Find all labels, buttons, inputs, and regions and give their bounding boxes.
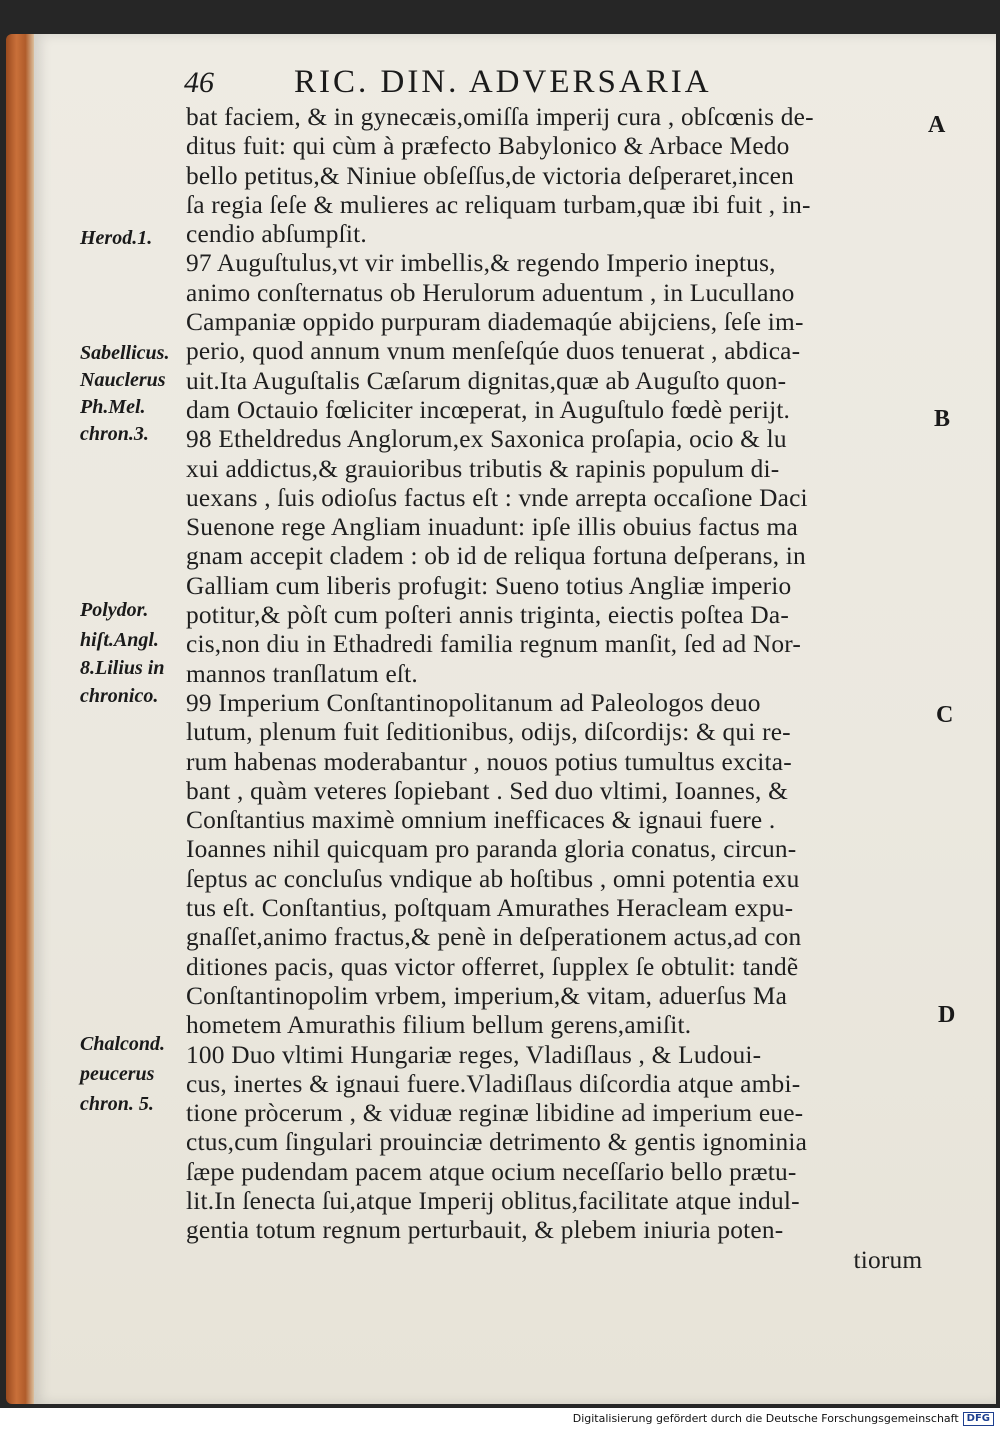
margin-note: hiſt.Angl.: [80, 629, 159, 651]
text-line: ſæpe pudendam pacem atque ocium neceſſario bello prætu-: [186, 1156, 797, 1186]
margin-note: Nauclerus: [80, 369, 166, 391]
dfg-logo: DFG: [963, 1412, 994, 1426]
text-line: cis,non diu in Ethadredi familia regnum manſit, ſed ad Nor-: [186, 629, 802, 659]
body-text: [186, 102, 926, 1274]
book-page: [34, 34, 996, 1404]
text-line: gentia totum regnum perturbauit, & plebem iniuria poten-: [186, 1215, 784, 1245]
text-line: rum habenas moderabantur , nouos potius tumultus excita-: [186, 746, 792, 776]
text-line: Suenone rege Angliam inuadunt: ipſe illis obuius factus ma: [186, 512, 798, 542]
text-line: 97 Auguſtulus,vt vir imbellis,& regendo Imperio ineptus,: [186, 248, 776, 278]
text-line: 100 Duo vltimi Hungariæ reges, Vladiſlaus , & Ludoui-: [186, 1039, 762, 1069]
text-line: Campaniæ oppido purpuram diademaqúe abijciens, ſeſe im-: [186, 307, 804, 337]
text-line: mannos tranſlatum eſt.: [186, 658, 418, 688]
text-line: 98 Etheldredus Anglorum,ex Saxonica proſapia, ocio & lu: [186, 424, 787, 454]
page-number: 46: [184, 66, 214, 99]
text-line: tione pròcerum , & viduæ reginæ libidine ad imperium eue-: [186, 1098, 804, 1128]
text-line: ctus,cum ſingulari prouinciæ detrimento & gentis ignominia: [186, 1127, 808, 1157]
margin-note: Chalcond.: [80, 1033, 166, 1055]
funding-credit: Digitalisierung gefördert durch die Deutsche Forschungsgemeinschaft: [572, 1412, 959, 1425]
footer-bar: [0, 1408, 1000, 1429]
margin-note: chron.3.: [80, 423, 149, 445]
text-line: bant , quàm veteres ſopiebant . Sed duo vltimi, Ioannes, &: [186, 775, 789, 805]
text-line: Ioannes nihil quicquam pro paranda gloria conatus, circun-: [186, 834, 797, 864]
text-line: Conſtantius maximè omnium inefficaces & ignaui fuere .: [186, 805, 776, 835]
text-line: hometem Amurathis filium bellum gerens,amiſit.: [186, 1010, 692, 1040]
text-line: lutum, plenum fuit ſeditionibus, odijs, diſcordijs: & qui re-: [186, 717, 791, 747]
text-line: ditus fuit: qui cùm à præfecto Babylonico & Arbace Medo: [186, 131, 790, 161]
text-line: Galliam cum liberis profugit: Sueno totius Angliæ imperio: [186, 570, 792, 600]
margin-note: Ph.Mel.: [80, 396, 146, 418]
margin-note: Polydor.: [80, 599, 149, 621]
text-line: dam Octauio fœliciter incœperat, in Auguſtulo fœdè perijt.: [186, 394, 791, 424]
text-line: uit.Ita Auguſtalis Cæſarum dignitas,quæ ab Auguſto quon-: [186, 365, 787, 395]
section-letter: D: [938, 1002, 956, 1028]
text-line: cendio abſumpſit.: [186, 219, 367, 249]
text-line: cus, inertes & ignaui fuere.Vladiſlaus diſcordia atque ambi-: [186, 1068, 801, 1098]
text-line: perio, quod annum vnum menſeſqúe duos tenuerat , abdica-: [186, 336, 801, 366]
section-letter: A: [928, 112, 946, 138]
section-letter: B: [934, 406, 951, 432]
margin-note: peucerus: [80, 1063, 155, 1085]
text-line: ſeptus ac concluſus vndique ab hoſtibus , omni potentia exu: [186, 863, 800, 893]
book-page-edge: [6, 34, 36, 1404]
text-line: uexans , ſuis odioſus factus eſt : vnde arrepta occaſione Daci: [186, 482, 808, 512]
text-line: 99 Imperium Conſtantinopolitanum ad Paleologos deuo: [186, 687, 761, 717]
running-title: RIC. DIN. ADVERSARIA: [294, 64, 712, 100]
section-letter: C: [936, 702, 954, 728]
margin-note: Sabellicus.: [80, 342, 170, 364]
text-line: bat faciem, & in gynecæis,omiſſa imperij cura , obſcœnis de-: [186, 102, 814, 131]
text-line: tus eſt. Conſtantius, poſtquam Amurathes Heracleam expu-: [186, 893, 794, 923]
text-line: ſa regia ſeſe & mulieres ac reliquam turbam,quæ ibi fuit , in-: [186, 189, 811, 219]
text-line: bello petitus,& Niniue obſeſſus,de victoria deſperaret,incen: [186, 160, 795, 190]
text-line: Conſtantinopolim vrbem, imperium,& vitam, aduerſus Ma: [186, 980, 788, 1010]
text-line: gnaſſet,animo fractus,& penè in deſperationem actus,ad con: [186, 922, 802, 952]
text-line: tiorum: [853, 1244, 923, 1274]
text-line: lit.In ſenecta ſui,atque Imperij oblitus,facilitate atque indul-: [186, 1185, 800, 1215]
text-line: gnam accepit cladem : ob id de reliqua fortuna deſperans, in: [186, 541, 806, 571]
margin-note: chronico.: [80, 685, 159, 707]
text-line: animo conſternatus ob Herulorum aduentum , in Lucullano: [186, 277, 795, 307]
margin-note: 8.Lilius in: [80, 657, 165, 679]
text-line: xui addictus,& grauioribus tributis & rapinis populum di-: [186, 453, 780, 483]
page-header: [184, 64, 824, 104]
text-line: potitur,& pòſt cum poſteri annis triginta, eiectis poſtea Da-: [186, 600, 790, 630]
text-line: ditiones pacis, quas victor offerret, ſupplex ſe obtulit: tandẽ: [186, 951, 799, 981]
margin-note: Herod.1.: [80, 227, 153, 249]
margin-note: chron. 5.: [80, 1093, 154, 1115]
